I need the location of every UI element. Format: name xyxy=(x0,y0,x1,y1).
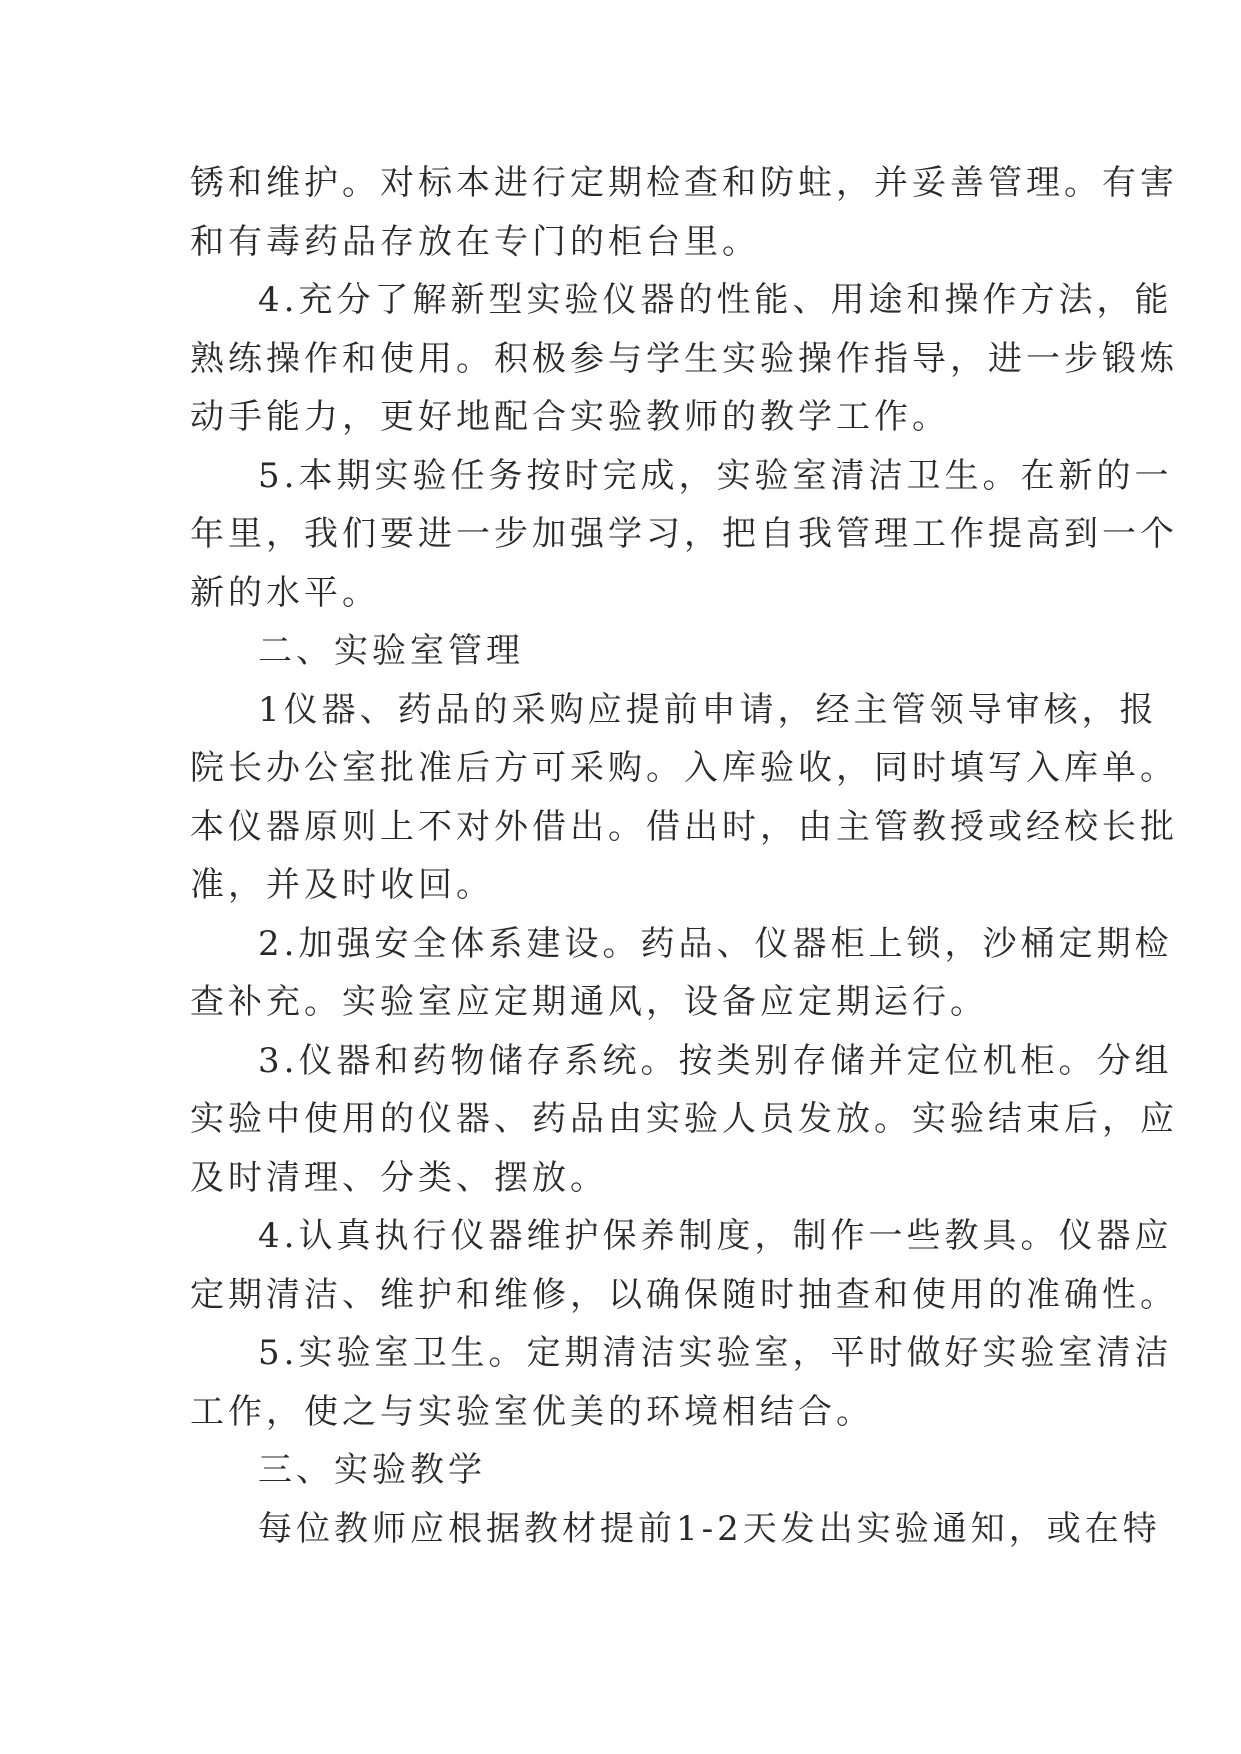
text-line: 实验中使用的仪器、药品由实验人员发放。实验结束后，应 xyxy=(190,1099,1178,1139)
text-line: 本仪器原则上不对外借出。借出时，由主管教授或经校长批 xyxy=(190,806,1178,847)
document-body xyxy=(190,154,1178,1558)
text-line: 院长办公室批准后方可采购。入库验收，同时填写入库单。 xyxy=(190,748,1178,788)
paragraph-start-line: 三、实验教学 xyxy=(258,1450,486,1490)
paragraph-start-line: 4.充分了解新型实验仪器的性能、用途和操作方法，能 xyxy=(258,280,1173,320)
text-line: 熟练操作和使用。积极参与学生实验操作指导，进一步锻炼 xyxy=(190,338,1178,379)
text-line: 及时清理、分类、摆放。 xyxy=(190,1157,608,1198)
text-line: 新的水平。 xyxy=(190,572,380,613)
text-line: 定期清洁、维护和维修，以确保随时抽查和使用的准确性。 xyxy=(190,1274,1178,1315)
text-line: 工作，使之与实验室优美的环境相结合。 xyxy=(190,1391,874,1432)
paragraph-start-line: 3.仪器和药物储存系统。按类别存储并定位机柜。分组 xyxy=(258,1040,1173,1081)
paragraph-start-line: 每位教师应根据教材提前1-2天发出实验通知，或在特 xyxy=(258,1508,1161,1549)
paragraph-start-line: 二、实验室管理 xyxy=(258,631,524,671)
text-line: 锈和维护。对标本进行定期检查和防蛀，并妥善管理。有害 xyxy=(190,163,1178,203)
paragraph-start-line: 5.本期实验任务按时完成，实验室清洁卫生。在新的一 xyxy=(258,455,1173,496)
text-line: 年里，我们要进一步加强学习，把自我管理工作提高到一个 xyxy=(190,514,1178,554)
text-line: 动手能力，更好地配合实验教师的教学工作。 xyxy=(190,397,950,437)
paragraph-start-line: 1仪器、药品的采购应提前申请，经主管领导审核，报 xyxy=(258,689,1158,730)
text-line: 查补充。实验室应定期通风，设备应定期运行。 xyxy=(190,982,988,1022)
paragraph-start-line: 4.认真执行仪器维护保养制度，制作一些教具。仪器应 xyxy=(258,1216,1173,1256)
text-line: 和有毒药品存放在专门的柜台里。 xyxy=(190,221,760,262)
text-line: 准，并及时收回。 xyxy=(190,865,494,905)
paragraph-start-line: 5.实验室卫生。定期清洁实验室，平时做好实验室清洁 xyxy=(258,1333,1173,1373)
paragraph-start-line: 2.加强安全体系建设。药品、仪器柜上锁，沙桶定期检 xyxy=(258,923,1173,964)
